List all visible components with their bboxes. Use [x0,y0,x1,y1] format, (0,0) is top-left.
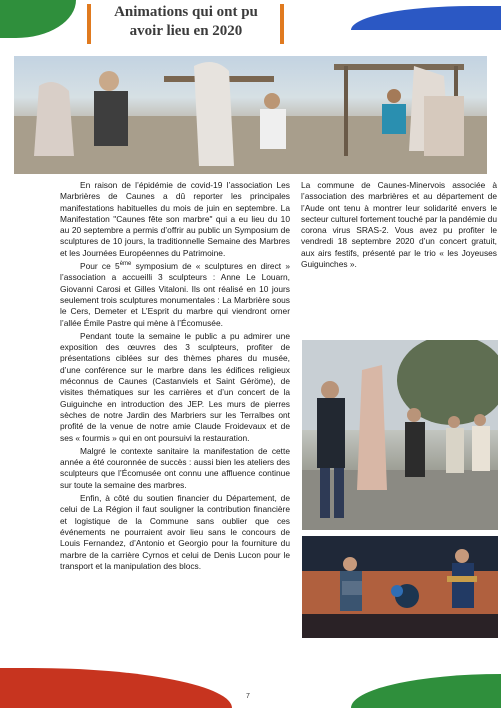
footer-green-shape [351,674,501,708]
page-number: 7 [246,693,250,700]
sculptors-photo [14,56,487,174]
paragraph-symposium [60,261,290,329]
concert-photo-drawing [302,536,498,638]
paragraph-symposium-start: Pour ce 5 [80,261,120,272]
superscript-eme: ème [119,261,132,268]
paragraph-exhibition: Pendant toute la semaine le public a pu admirer une exposition des œuvres des 3 sculpteurs, profiter de présentations ciblées sur des thèmes phares du musée, d’une conférence sur le marbre dans les édifices religieux méconnus de Caunes (Castanviels et Saint Géröme), de visites thématiques sur les carrières et d’un concert de la Guiguinche en introduction des JEP. Les murs de pierres sèches de notre Jardin des Marbriers sur les Terralbes ont profité de la venue de notre amie Claude Froidevaux et de ses « fourmis » qui en ont poursuivi la restauration. [60,330,290,443]
header-blue-shape [351,6,501,30]
page-title [95,3,277,41]
header-accent-bar-left [87,4,91,44]
paragraph-concert: La commune de Caunes-Minervois associée à l’association des marbrières et au département de l’Aude ont tenu à montrer leur solidarité envers le secteur culturel fortement touché par la pandémie du corona virus SRAS-2. Vous avez pu profiter le vendredi 18 septembre 2020 d’un concert gratuit, aux airs festifs, présenté par le trio « les Joyeuses Guiguinches ». [301,180,497,270]
footer-red-shape [0,668,232,708]
title-line-2: avoir lieu en 2020 [129,23,243,39]
paragraph-success: Malgré le contexte sanitaire la manifestation de cette année a été couronnée de succès : aussi bien les ateliers des sculpteurs que l’Écomusée ont connu une affluence continue sur toute la semaine des marbres. [60,445,290,490]
title-line-1: Animations qui ont pu [114,4,258,20]
header-green-shape [0,0,76,38]
article-right-column [301,180,497,272]
visitors-photo-drawing [302,340,498,530]
paragraph-intro: En raison de l’épidémie de covid-19 l’association Les Marbrières de Caunes a dû reporter les principales manifestations habituelles du mois de juin en septembre. La Manifestation "Caunes fête son marbre" qui a eu lieu du 10 au 20 septembre a permis d’offrir au public un Symposium de sculptures de 10 jours, la traditionnelle Semaine des Marbres et les Journées Européennes du Patrimoine. [60,180,290,258]
visitors-photo [302,340,498,530]
paragraph-symposium-rest: symposium de « sculptures en direct » l’association a accueilli 3 sculpteurs : Anne Le Louarn, Giovanni Carosi et Gilles Vitaloni. Ils ont réalisé en 10 jours seulement trois sculptures monumentales : La Marbrière sous le Cers, Demeter et L’Esprit du marbre qui viendront orner l’allée Émile Pastre qui mène à l’Écomusée. [60,261,290,328]
article-left-column [60,180,290,574]
concert-photo [302,536,498,638]
paragraph-thanks: Enfin, à côté du soutien financier du Département, de celui de La Région il faut souligner la contribution financière et logistique de la Commune sans oublier que ces événements ne pourraient avoir lieu sans le concours de Louis Fernandez, d’Antonio et Georgio pour la fourniture du marbre de la carrière Cyrnos et celui de Denis Lucon pour le transport et la manipulation des blocs. [60,493,290,571]
sculptors-photo-drawing [14,56,487,174]
header-accent-bar-right [280,4,284,44]
